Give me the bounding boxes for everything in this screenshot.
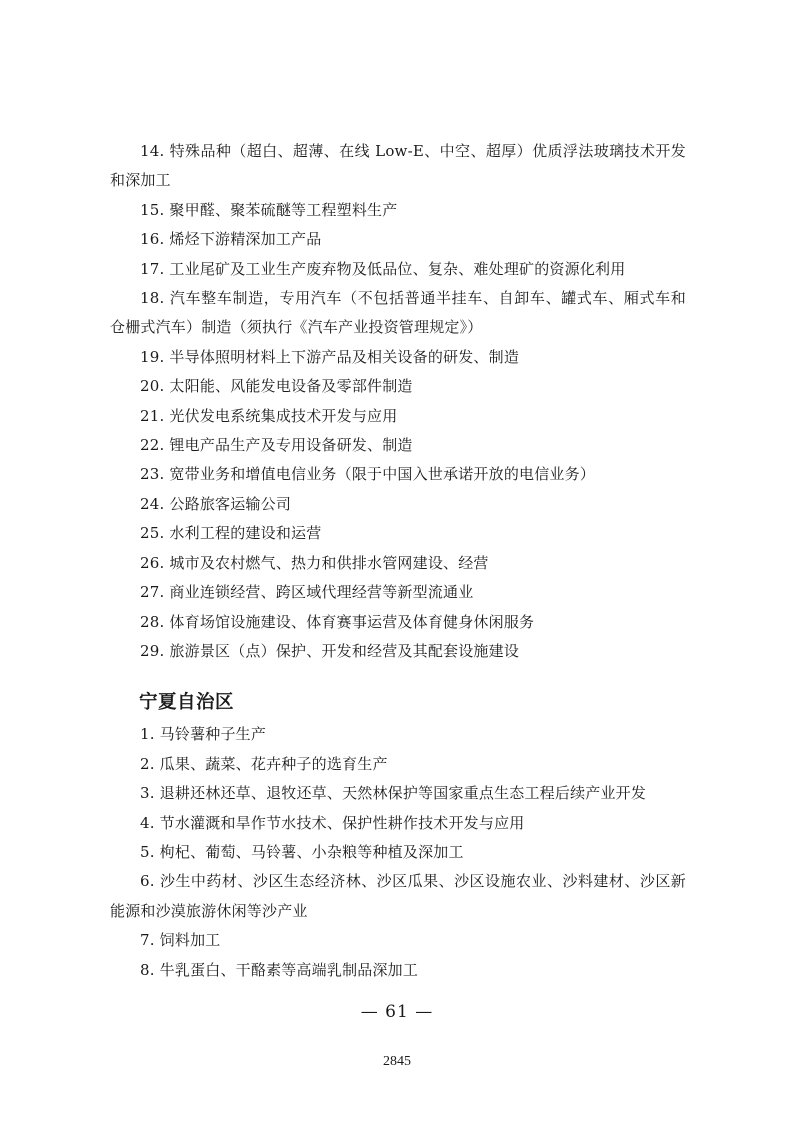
list-item: 8. 牛乳蛋白、干酪素等高端乳制品深加工 <box>140 960 419 979</box>
list-item: 16. 烯烃下游精深加工产品 <box>140 230 322 249</box>
list-item: 3. 退耕还林还草、退牧还草、天然林保护等国家重点生态工程后续产业开发 <box>140 784 647 803</box>
list-item: 19. 半导体照明材料上下游产品及相关设备的研发、制造 <box>140 347 520 366</box>
document-body <box>110 137 686 985</box>
list-item: 5. 枸杞、葡萄、马铃薯、小杂粮等种植及深加工 <box>140 842 464 861</box>
list-item: 23. 宽带业务和增值电信业务（限于中国入世承诺开放的电信业务） <box>140 465 596 484</box>
list-item: 15. 聚甲醛、聚苯硫醚等工程塑料生产 <box>140 200 398 219</box>
section-ningxia-list <box>110 720 686 985</box>
list-item: 24. 公路旅客运输公司 <box>140 494 292 513</box>
section-continued-list <box>110 137 686 666</box>
list-item: 21. 光伏发电系统集成技术开发与应用 <box>140 406 398 425</box>
list-item: 7. 饲料加工 <box>140 931 221 950</box>
list-item: 18. 汽车整车制造，专用汽车（不包括普通半挂车、自卸车、罐式车、厢式车和仓栅式汽车）制造（须执行《汽车产业投资管理规定》） <box>110 289 686 337</box>
list-item: 22. 锂电产品生产及专用设备研发、制造 <box>140 436 413 455</box>
document-number: 2845 <box>383 1054 411 1069</box>
list-item: 28. 体育场馆设施建设、体育赛事运营及体育健身休闲服务 <box>140 612 535 631</box>
list-item: 20. 太阳能、风能发电设备及零部件制造 <box>140 377 413 396</box>
list-item: 6. 沙生中药材、沙区生态经济林、沙区瓜果、沙区设施农业、沙料建材、沙区新能源和沙漠旅游休闲等沙产业 <box>110 872 686 920</box>
page-number: — 61 — <box>360 1002 434 1022</box>
list-item: 25. 水利工程的建设和运营 <box>140 524 322 543</box>
list-item: 17. 工业尾矿及工业生产废弃物及低品位、复杂、难处理矿的资源化利用 <box>140 259 626 278</box>
list-item: 27. 商业连锁经营、跨区域代理经营等新型流通业 <box>140 583 474 602</box>
list-item: 29. 旅游景区（点）保护、开发和经营及其配套设施建设 <box>140 641 520 660</box>
list-item: 26. 城市及农村燃气、热力和供排水管网建设、经营 <box>140 553 489 572</box>
section-heading: 宁夏自治区 <box>139 692 235 714</box>
list-item: 1. 马铃薯种子生产 <box>140 725 267 744</box>
list-item: 4. 节水灌溉和旱作节水技术、保护性耕作技术开发与应用 <box>140 813 525 832</box>
list-item: 14. 特殊品种（超白、超薄、在线 Low-E、中空、超厚）优质浮法玻璃技术开发和深加工 <box>110 142 686 190</box>
list-item: 2. 瓜果、蔬菜、花卉种子的选育生产 <box>140 754 388 773</box>
